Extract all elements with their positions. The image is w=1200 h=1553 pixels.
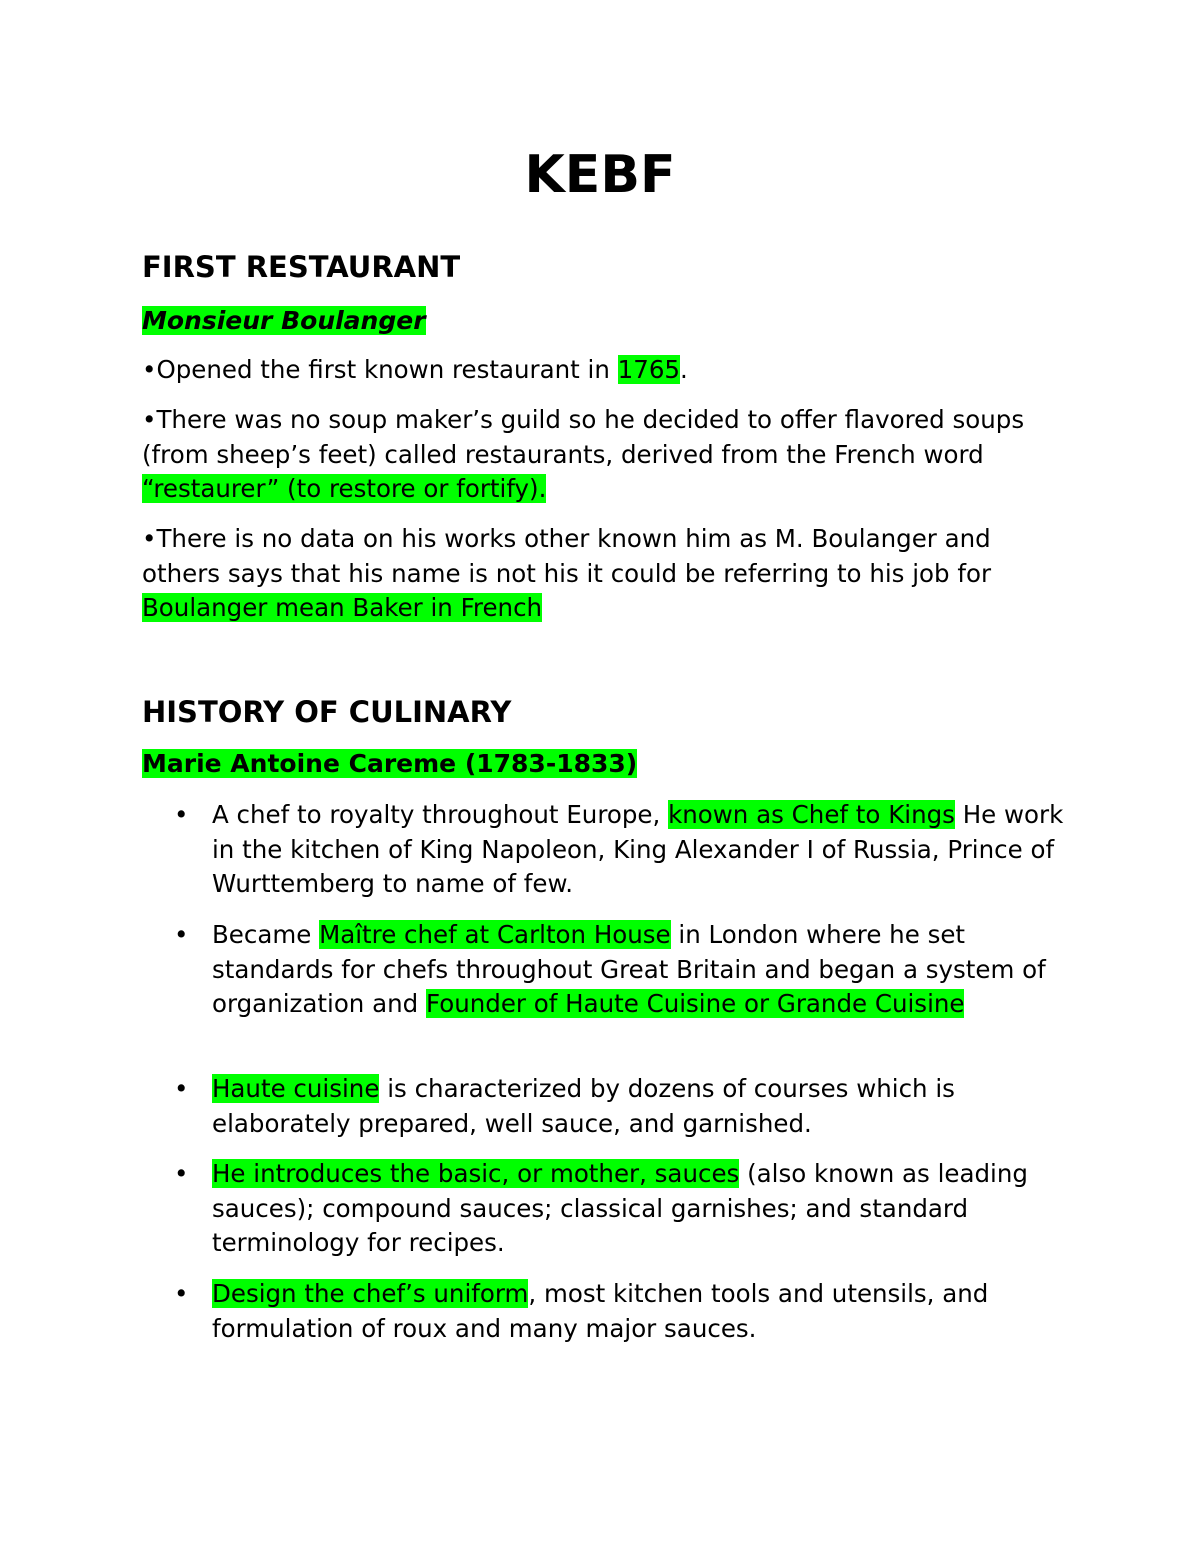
bullet-icon: • <box>174 1279 189 1308</box>
bullet-glyph: • <box>142 405 157 434</box>
bullet-icon: • <box>174 920 189 949</box>
bullet-icon: • <box>174 1074 189 1103</box>
list-item-chef-to-royalty: • A chef to royalty throughout Europe, known as Chef to Kings He work in the kitchen of King Napoleon, King Alexander I of Russia, Prince of Wurttemberg to name of few. <box>174 800 1064 899</box>
bullet-glyph: • <box>142 355 157 384</box>
list-item-mother-sauces: • He introduces the basic, or mother, sauces (also known as leading sauces); compound sauces; classical garnishes; and standard terminology for recipes. <box>174 1159 1028 1258</box>
list-item-haute-cuisine: • Haute cuisine is characterized by dozens of courses which is elaborately prepared, well sauce, and garnished. <box>174 1074 955 1138</box>
highlight-chef-to-kings: known as Chef to Kings <box>668 800 955 829</box>
section-heading-history-of-culinary: HISTORY OF CULINARY <box>142 695 512 729</box>
highlight-boulanger-baker: Boulanger mean Baker in French <box>142 593 543 623</box>
highlight-restaurer: “restaurer” (to restore or fortify). <box>142 474 547 504</box>
highlight-mother-sauces: He introduces the basic, or mother, sauces <box>212 1159 740 1188</box>
subheading-marie-antoine-careme <box>142 747 637 781</box>
list-item-chef-uniform: • Design the chef’s uniform, most kitchen tools and utensils, and formulation of roux and many major sauces. <box>174 1279 989 1343</box>
subheading-monsieur-boulanger <box>142 304 426 338</box>
bullet-icon: • <box>174 1159 189 1188</box>
highlighted-subheading: Marie Antoine Careme (1783-1833) <box>142 749 638 778</box>
highlight-1765: 1765 <box>617 355 681 384</box>
paragraph-no-data: •There is no data on his works other known him as M. Boulanger and others says that his name is not his it could be referring to his job for Boulanger mean Baker in French <box>142 524 992 623</box>
paragraph-opened-restaurant: •Opened the first known restaurant in 1765. <box>142 355 688 384</box>
highlighted-subheading: Monsieur Boulanger <box>142 306 426 335</box>
document-title: KEBF <box>524 145 676 205</box>
paragraph-soup-guild: •There was no soup maker’s guild so he decided to offer flavored soups (from sheep’s feet) called restaurants, derived from the French word “restaurer” (to restore or fortify). <box>142 405 1025 504</box>
highlight-haute-cuisine-founder: Founder of Haute Cuisine or Grande Cuisine <box>426 989 965 1019</box>
highlight-carlton-house: Maître chef at Carlton House <box>319 920 671 949</box>
bullet-glyph: • <box>142 524 157 553</box>
bullet-icon: • <box>174 800 189 829</box>
list-item-maitre-chef: • Became Maître chef at Carlton House in London where he set standards for chefs throughout Great Britain and began a system of organization and Founder of Haute Cuisine or Grande Cuisine <box>174 920 1046 1019</box>
highlight-chef-uniform: Design the chef’s uniform <box>212 1279 529 1308</box>
highlight-haute-cuisine: Haute cuisine <box>212 1074 380 1103</box>
section-heading-first-restaurant: FIRST RESTAURANT <box>142 250 461 284</box>
